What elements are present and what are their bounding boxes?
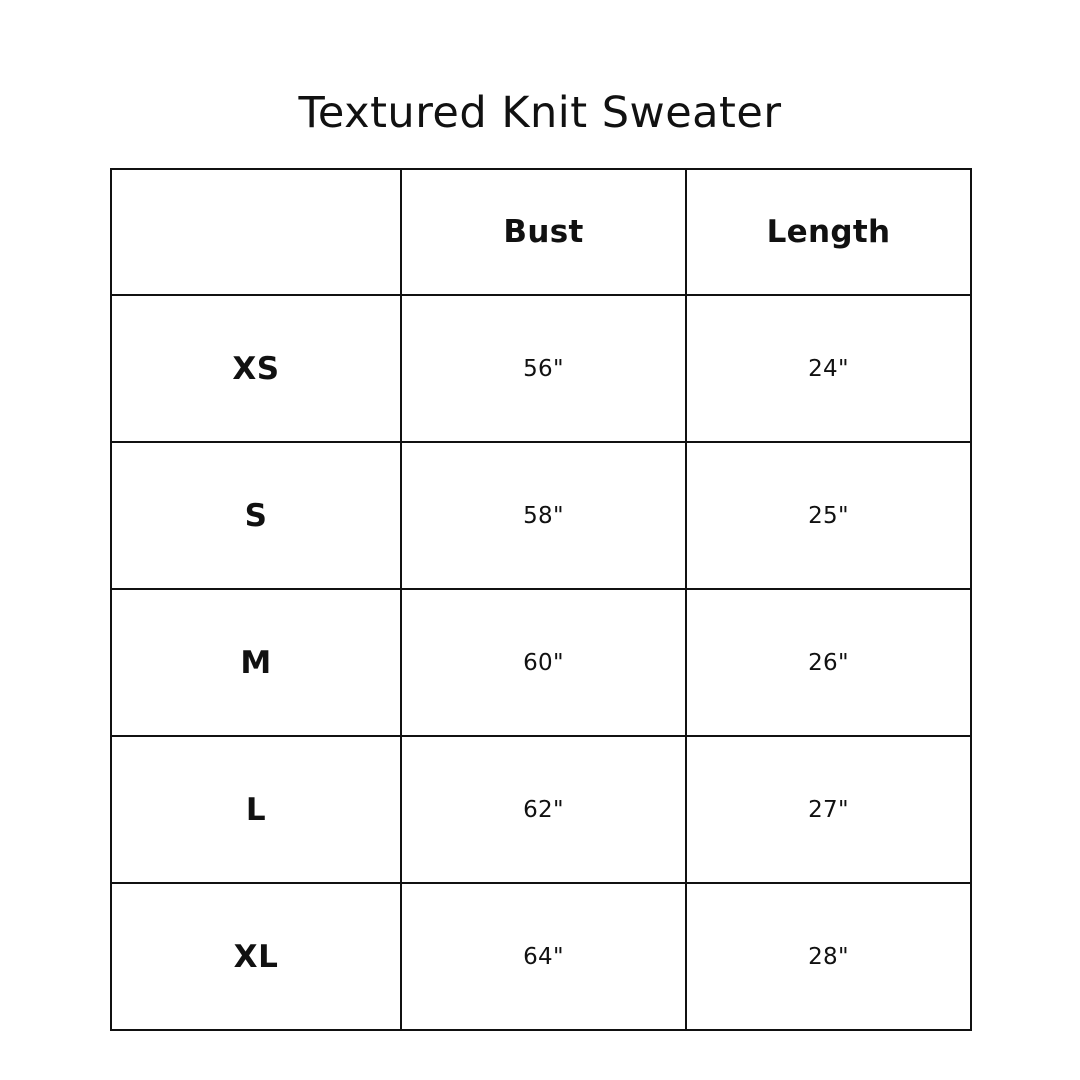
size-chart-table (110, 168, 972, 1031)
bust-value: 62" (401, 736, 686, 883)
table-row (111, 442, 971, 589)
size-label: M (111, 589, 401, 736)
bust-value: 64" (401, 883, 686, 1030)
length-value: 27" (686, 736, 971, 883)
table-row (111, 589, 971, 736)
length-value: 24" (686, 295, 971, 442)
table-row (111, 736, 971, 883)
size-label: XL (111, 883, 401, 1030)
table-row (111, 295, 971, 442)
size-label: S (111, 442, 401, 589)
column-header-length: Length (686, 169, 971, 295)
bust-value: 58" (401, 442, 686, 589)
bust-value: 56" (401, 295, 686, 442)
length-value: 25" (686, 442, 971, 589)
page-title: Textured Knit Sweater (298, 88, 782, 138)
size-label: XS (111, 295, 401, 442)
size-label: L (111, 736, 401, 883)
column-header-bust: Bust (401, 169, 686, 295)
bust-value: 60" (401, 589, 686, 736)
table-header-row (111, 169, 971, 295)
length-value: 28" (686, 883, 971, 1030)
table-corner-cell (111, 169, 401, 295)
length-value: 26" (686, 589, 971, 736)
table-row (111, 883, 971, 1030)
